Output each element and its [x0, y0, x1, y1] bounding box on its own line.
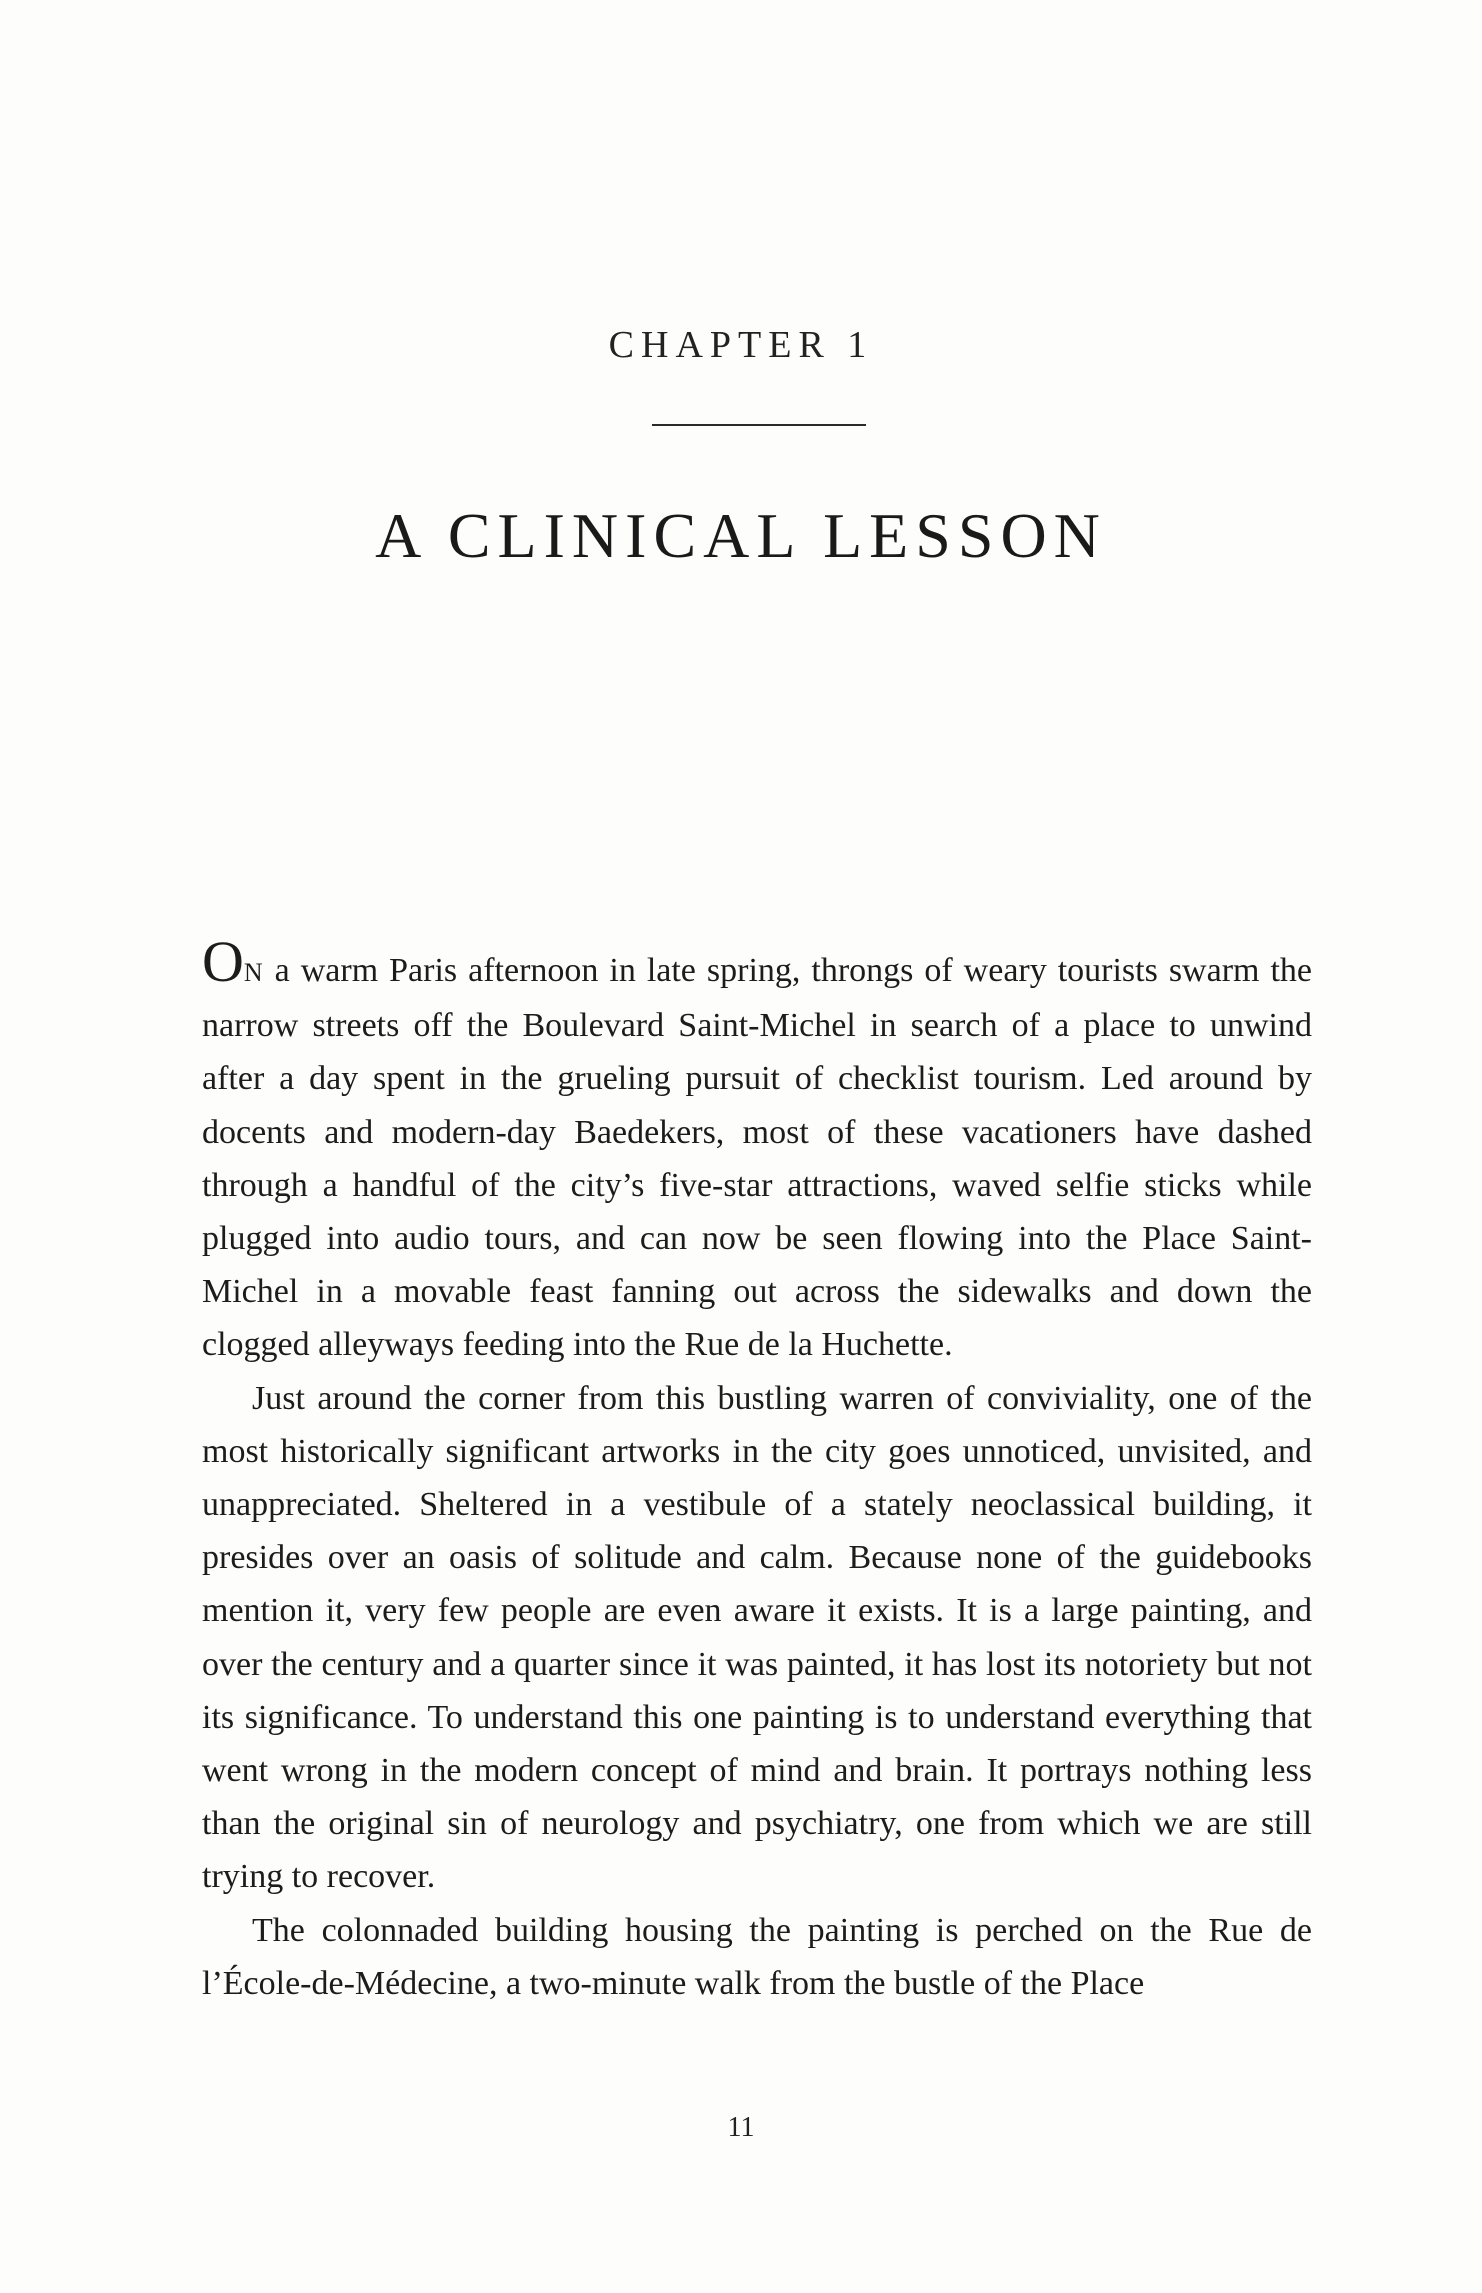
chapter-label: CHAPTER 1 — [608, 324, 874, 366]
paragraph-1 — [202, 929, 1312, 1372]
small-cap: N — [243, 958, 264, 987]
paragraph-1-text: a warm Paris afternoon in late spring, throngs of weary tourists swarm the narrow streets off the Boulevard Saint-Michel in search of a place to unwind after a day spent in the grueling pursuit of checklist tourism. Led around by docents and modern-day Baedekers, most of these vacationers have dashed through a handful of the city’s five-star attractions, waved selfie sticks while plugged into audio tours, and can now be seen flowing into the Place Saint-Michel in a movable feast fanning out across the sidewalks and down the clogged alleyways feeding into the Rue de la Huchette. — [202, 952, 1312, 1364]
chapter-divider — [652, 424, 866, 426]
drop-cap: O — [202, 929, 244, 994]
paragraph-3: The colonnaded building housing the painting is perched on the Rue de l’École-de-Médecine, a two-minute walk from the bustle of the Place — [202, 1911, 1312, 2002]
paragraph-2: Just around the corner from this bustling warren of conviviality, one of the most historically significant artworks in the city goes unnoticed, unvisited, and unappreciated. Sheltered in a vestibule of a stately neoclassical building, it presides over an oasis of solitude and calm. Because none of the guidebooks mention it, very few people are even aware it exists. It is a large painting, and over the century and a quarter since it was painted, it has lost its notoriety but not its significance. To understand this one painting is to understand everything that went wrong in the modern concept of mind and brain. It portrays nothing less than the original sin of neurology and psychiatry, one from which we are still trying to recover. — [202, 1379, 1312, 1896]
page-number: 11 — [727, 2112, 755, 2143]
chapter-title: A CLINICAL LESSON — [375, 500, 1107, 571]
chapter-body — [202, 929, 1312, 2010]
